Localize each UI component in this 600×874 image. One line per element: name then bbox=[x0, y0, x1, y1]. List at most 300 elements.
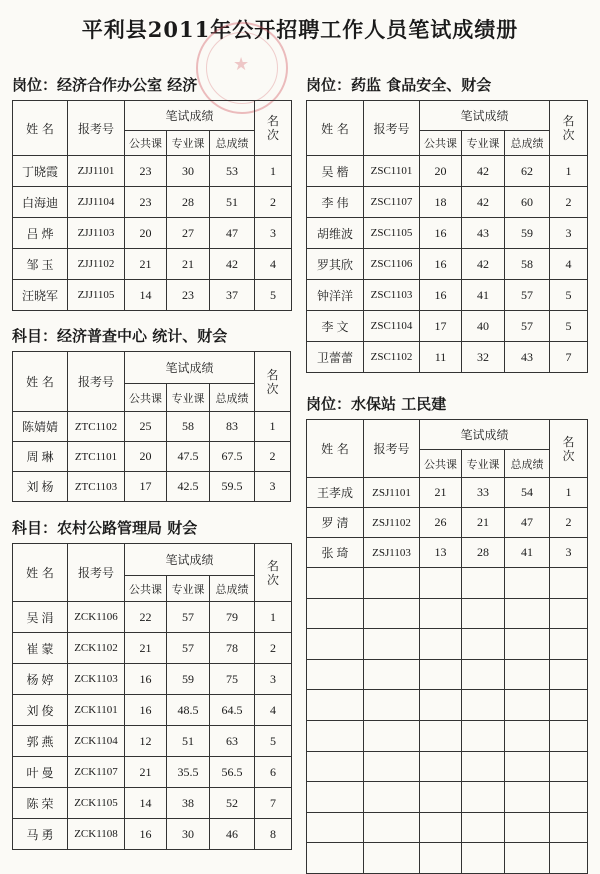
public-score-cell: 21 bbox=[125, 757, 167, 788]
score-table bbox=[306, 419, 588, 874]
rank-cell: 2 bbox=[255, 442, 291, 472]
rank-cell: 7 bbox=[550, 342, 588, 373]
rank-cell: 7 bbox=[255, 788, 292, 819]
empty-cell bbox=[307, 720, 364, 751]
public-score-cell: 17 bbox=[420, 311, 462, 342]
major-score-cell: 51 bbox=[167, 726, 210, 757]
total-score-cell: 43 bbox=[505, 342, 550, 373]
empty-cell bbox=[307, 843, 364, 874]
major-score-cell: 30 bbox=[167, 819, 210, 850]
header-name: 姓 名 bbox=[13, 544, 68, 602]
major-score-cell: 42 bbox=[462, 249, 505, 280]
page-title: 平利县2011年公开招聘工作人员笔试成绩册 bbox=[81, 17, 519, 42]
empty-cell bbox=[550, 690, 588, 721]
table-row bbox=[307, 280, 588, 311]
name-cell: 钟洋洋 bbox=[307, 280, 364, 311]
empty-cell bbox=[364, 812, 420, 843]
total-score-cell: 79 bbox=[210, 602, 255, 633]
empty-cell bbox=[420, 690, 462, 721]
table-row bbox=[307, 218, 588, 249]
empty-cell bbox=[420, 720, 462, 751]
public-score-cell: 16 bbox=[420, 249, 462, 280]
exam-no-cell: ZCK1105 bbox=[68, 788, 125, 819]
header-rank: 名次 bbox=[550, 101, 588, 156]
major-score-cell: 28 bbox=[462, 538, 505, 568]
major-score-cell: 47.5 bbox=[167, 442, 210, 472]
table-row bbox=[307, 156, 588, 187]
total-score-cell: 64.5 bbox=[210, 695, 255, 726]
empty-cell bbox=[364, 568, 420, 599]
header-exam-no: 报考号 bbox=[68, 352, 125, 412]
empty-cell bbox=[462, 720, 505, 751]
total-score-cell: 42 bbox=[210, 249, 255, 280]
table-row bbox=[13, 472, 291, 502]
empty-cell bbox=[550, 751, 588, 782]
table-row bbox=[13, 633, 292, 664]
public-score-cell: 16 bbox=[125, 695, 167, 726]
empty-cell bbox=[505, 629, 550, 660]
major-score-cell: 59 bbox=[167, 664, 210, 695]
total-score-cell: 54 bbox=[505, 478, 550, 508]
exam-no-cell: ZCK1106 bbox=[68, 602, 125, 633]
public-score-cell: 14 bbox=[125, 788, 167, 819]
major-score-cell: 35.5 bbox=[167, 757, 210, 788]
public-score-cell: 20 bbox=[125, 218, 167, 249]
exam-no-cell: ZSJ1101 bbox=[364, 478, 420, 508]
empty-cell bbox=[307, 568, 364, 599]
empty-cell bbox=[505, 782, 550, 813]
header-rank: 名次 bbox=[255, 544, 292, 602]
exam-no-cell: ZSC1105 bbox=[364, 218, 420, 249]
name-cell: 张 琦 bbox=[307, 538, 364, 568]
empty-cell bbox=[505, 690, 550, 721]
major-score-cell: 30 bbox=[167, 156, 210, 187]
exam-no-cell: ZCK1104 bbox=[68, 726, 125, 757]
rank-cell: 5 bbox=[255, 726, 292, 757]
empty-cell bbox=[505, 720, 550, 751]
header-major: 专业课 bbox=[462, 450, 505, 478]
empty-cell bbox=[420, 659, 462, 690]
empty-row bbox=[307, 568, 588, 599]
table-row bbox=[13, 788, 292, 819]
section-heading: 科目：农村公路管理局 财会 bbox=[12, 519, 198, 537]
empty-cell bbox=[550, 568, 588, 599]
header-major: 专业课 bbox=[167, 576, 210, 602]
header-major: 专业课 bbox=[167, 384, 210, 412]
total-score-cell: 60 bbox=[505, 187, 550, 218]
total-score-cell: 57 bbox=[505, 311, 550, 342]
empty-cell bbox=[364, 629, 420, 660]
table-row bbox=[13, 819, 292, 850]
name-cell: 王孝成 bbox=[307, 478, 364, 508]
name-cell: 吴 涓 bbox=[13, 602, 68, 633]
rank-cell: 2 bbox=[255, 187, 292, 218]
public-score-cell: 17 bbox=[125, 472, 167, 502]
empty-row bbox=[307, 843, 588, 874]
major-score-cell: 21 bbox=[167, 249, 210, 280]
empty-cell bbox=[364, 782, 420, 813]
empty-cell bbox=[462, 690, 505, 721]
public-score-cell: 14 bbox=[125, 280, 167, 311]
table-row bbox=[13, 280, 292, 311]
header-written-score: 笔试成绩 bbox=[125, 101, 255, 131]
header-major: 专业课 bbox=[167, 131, 210, 156]
empty-cell bbox=[307, 659, 364, 690]
empty-cell bbox=[550, 812, 588, 843]
empty-cell bbox=[462, 659, 505, 690]
rank-cell: 4 bbox=[550, 249, 588, 280]
empty-cell bbox=[550, 843, 588, 874]
major-score-cell: 23 bbox=[167, 280, 210, 311]
public-score-cell: 16 bbox=[125, 819, 167, 850]
public-score-cell: 26 bbox=[420, 508, 462, 538]
major-score-cell: 33 bbox=[462, 478, 505, 508]
empty-cell bbox=[550, 782, 588, 813]
header-rank: 名次 bbox=[255, 352, 291, 412]
total-score-cell: 75 bbox=[210, 664, 255, 695]
empty-cell bbox=[307, 782, 364, 813]
exam-no-cell: ZSJ1103 bbox=[364, 538, 420, 568]
header-exam-no: 报考号 bbox=[68, 544, 125, 602]
table-row bbox=[13, 726, 292, 757]
total-score-cell: 51 bbox=[210, 187, 255, 218]
table-row bbox=[307, 249, 588, 280]
section-heading: 岗位：经济合作办公室 经济 bbox=[12, 76, 198, 94]
table-row bbox=[13, 187, 292, 218]
public-score-cell: 22 bbox=[125, 602, 167, 633]
exam-no-cell: ZSC1101 bbox=[364, 156, 420, 187]
public-score-cell: 13 bbox=[420, 538, 462, 568]
name-cell: 吕 烨 bbox=[13, 218, 68, 249]
major-score-cell: 27 bbox=[167, 218, 210, 249]
exam-no-cell: ZCK1108 bbox=[68, 819, 125, 850]
rank-cell: 1 bbox=[255, 156, 292, 187]
major-score-cell: 32 bbox=[462, 342, 505, 373]
empty-row bbox=[307, 659, 588, 690]
name-cell: 李 伟 bbox=[307, 187, 364, 218]
empty-cell bbox=[550, 629, 588, 660]
header-written-score: 笔试成绩 bbox=[125, 544, 255, 576]
name-cell: 罗 清 bbox=[307, 508, 364, 538]
rank-cell: 1 bbox=[550, 156, 588, 187]
rank-cell: 3 bbox=[255, 664, 292, 695]
table-row bbox=[307, 538, 588, 568]
rank-cell: 4 bbox=[255, 249, 292, 280]
table-row bbox=[307, 478, 588, 508]
major-score-cell: 57 bbox=[167, 602, 210, 633]
public-score-cell: 21 bbox=[125, 249, 167, 280]
table-row bbox=[13, 412, 291, 442]
empty-cell bbox=[420, 568, 462, 599]
total-score-cell: 59.5 bbox=[210, 472, 255, 502]
header-name: 姓 名 bbox=[13, 101, 68, 156]
total-score-cell: 58 bbox=[505, 249, 550, 280]
header-public: 公共课 bbox=[125, 384, 167, 412]
name-cell: 郭 燕 bbox=[13, 726, 68, 757]
empty-cell bbox=[462, 812, 505, 843]
empty-cell bbox=[505, 598, 550, 629]
score-table bbox=[12, 100, 292, 311]
score-table bbox=[306, 100, 588, 373]
empty-row bbox=[307, 720, 588, 751]
table-row bbox=[13, 156, 292, 187]
major-score-cell: 48.5 bbox=[167, 695, 210, 726]
public-score-cell: 23 bbox=[125, 187, 167, 218]
name-cell: 陈婧婧 bbox=[13, 412, 68, 442]
name-cell: 崔 蒙 bbox=[13, 633, 68, 664]
header-exam-no: 报考号 bbox=[364, 101, 420, 156]
empty-cell bbox=[364, 843, 420, 874]
major-score-cell: 57 bbox=[167, 633, 210, 664]
header-name: 姓 名 bbox=[307, 101, 364, 156]
table-row bbox=[13, 218, 292, 249]
empty-row bbox=[307, 598, 588, 629]
public-score-cell: 25 bbox=[125, 412, 167, 442]
empty-cell bbox=[550, 598, 588, 629]
rank-cell: 2 bbox=[255, 633, 292, 664]
rank-cell: 6 bbox=[255, 757, 292, 788]
exam-no-cell: ZSC1104 bbox=[364, 311, 420, 342]
table-row bbox=[13, 442, 291, 472]
empty-cell bbox=[505, 659, 550, 690]
table-row bbox=[13, 757, 292, 788]
empty-cell bbox=[364, 720, 420, 751]
exam-no-cell: ZSC1106 bbox=[364, 249, 420, 280]
empty-cell bbox=[462, 843, 505, 874]
header-total: 总成绩 bbox=[210, 384, 255, 412]
public-score-cell: 21 bbox=[125, 633, 167, 664]
total-score-cell: 41 bbox=[505, 538, 550, 568]
section-heading: 岗位：水保站 工民建 bbox=[306, 395, 447, 413]
exam-no-cell: ZSC1103 bbox=[364, 280, 420, 311]
total-score-cell: 78 bbox=[210, 633, 255, 664]
exam-no-cell: ZJJ1105 bbox=[68, 280, 125, 311]
name-cell: 李 文 bbox=[307, 311, 364, 342]
empty-row bbox=[307, 629, 588, 660]
header-exam-no: 报考号 bbox=[364, 420, 420, 478]
total-score-cell: 83 bbox=[210, 412, 255, 442]
major-score-cell: 41 bbox=[462, 280, 505, 311]
empty-cell bbox=[420, 843, 462, 874]
exam-no-cell: ZSC1102 bbox=[364, 342, 420, 373]
exam-no-cell: ZTC1103 bbox=[68, 472, 125, 502]
name-cell: 罗其欣 bbox=[307, 249, 364, 280]
exam-no-cell: ZCK1103 bbox=[68, 664, 125, 695]
major-score-cell: 42.5 bbox=[167, 472, 210, 502]
table-row bbox=[13, 249, 292, 280]
major-score-cell: 21 bbox=[462, 508, 505, 538]
total-score-cell: 59 bbox=[505, 218, 550, 249]
major-score-cell: 28 bbox=[167, 187, 210, 218]
empty-cell bbox=[420, 782, 462, 813]
empty-cell bbox=[505, 751, 550, 782]
section-economic-cooperation bbox=[12, 74, 292, 311]
empty-cell bbox=[462, 598, 505, 629]
rank-cell: 1 bbox=[255, 602, 292, 633]
exam-no-cell: ZCK1101 bbox=[68, 695, 125, 726]
section-drug-supervision bbox=[306, 74, 588, 373]
public-score-cell: 16 bbox=[125, 664, 167, 695]
header-total: 总成绩 bbox=[210, 131, 255, 156]
public-score-cell: 20 bbox=[125, 442, 167, 472]
header-total: 总成绩 bbox=[505, 131, 550, 156]
empty-cell bbox=[420, 812, 462, 843]
empty-cell bbox=[420, 598, 462, 629]
exam-no-cell: ZSJ1102 bbox=[364, 508, 420, 538]
name-cell: 陈 荣 bbox=[13, 788, 68, 819]
empty-cell bbox=[307, 812, 364, 843]
header-total: 总成绩 bbox=[210, 576, 255, 602]
public-score-cell: 16 bbox=[420, 280, 462, 311]
header-public: 公共课 bbox=[420, 450, 462, 478]
total-score-cell: 67.5 bbox=[210, 442, 255, 472]
exam-no-cell: ZJJ1101 bbox=[68, 156, 125, 187]
empty-cell bbox=[364, 598, 420, 629]
section-rural-road-bureau bbox=[12, 517, 292, 850]
exam-no-cell: ZTC1102 bbox=[68, 412, 125, 442]
total-score-cell: 57 bbox=[505, 280, 550, 311]
rank-cell: 1 bbox=[550, 478, 588, 508]
exam-no-cell: ZJJ1103 bbox=[68, 218, 125, 249]
empty-cell bbox=[307, 629, 364, 660]
total-score-cell: 53 bbox=[210, 156, 255, 187]
table-row bbox=[13, 602, 292, 633]
table-row bbox=[307, 342, 588, 373]
section-heading: 科目：经济普查中心 统计、财会 bbox=[12, 327, 228, 345]
header-name: 姓 名 bbox=[307, 420, 364, 478]
header-rank: 名次 bbox=[550, 420, 588, 478]
name-cell: 胡维波 bbox=[307, 218, 364, 249]
public-score-cell: 18 bbox=[420, 187, 462, 218]
empty-cell bbox=[462, 629, 505, 660]
table-row bbox=[13, 664, 292, 695]
rank-cell: 3 bbox=[255, 472, 291, 502]
header-rank: 名次 bbox=[255, 101, 292, 156]
rank-cell: 8 bbox=[255, 819, 292, 850]
empty-cell bbox=[307, 598, 364, 629]
seal-star-icon: ★ bbox=[233, 54, 250, 75]
empty-cell bbox=[550, 659, 588, 690]
section-heading: 岗位：药监 食品安全、财会 bbox=[306, 76, 492, 94]
header-written-score: 笔试成绩 bbox=[125, 352, 255, 384]
name-cell: 刘 杨 bbox=[13, 472, 68, 502]
empty-row bbox=[307, 812, 588, 843]
header-public: 公共课 bbox=[420, 131, 462, 156]
score-table bbox=[12, 543, 292, 850]
rank-cell: 5 bbox=[255, 280, 292, 311]
header-name: 姓 名 bbox=[13, 352, 68, 412]
empty-cell bbox=[364, 659, 420, 690]
major-score-cell: 58 bbox=[167, 412, 210, 442]
header-exam-no: 报考号 bbox=[68, 101, 125, 156]
name-cell: 吴 楷 bbox=[307, 156, 364, 187]
name-cell: 杨 婷 bbox=[13, 664, 68, 695]
name-cell: 刘 俊 bbox=[13, 695, 68, 726]
empty-cell bbox=[505, 812, 550, 843]
exam-no-cell: ZJJ1104 bbox=[68, 187, 125, 218]
total-score-cell: 47 bbox=[505, 508, 550, 538]
empty-cell bbox=[307, 751, 364, 782]
empty-cell bbox=[550, 720, 588, 751]
exam-no-cell: ZSC1107 bbox=[364, 187, 420, 218]
exam-no-cell: ZCK1102 bbox=[68, 633, 125, 664]
total-score-cell: 37 bbox=[210, 280, 255, 311]
name-cell: 卫蕾蕾 bbox=[307, 342, 364, 373]
exam-no-cell: ZCK1107 bbox=[68, 757, 125, 788]
empty-cell bbox=[307, 690, 364, 721]
exam-no-cell: ZJJ1102 bbox=[68, 249, 125, 280]
total-score-cell: 52 bbox=[210, 788, 255, 819]
header-public: 公共课 bbox=[125, 576, 167, 602]
name-cell: 白海迪 bbox=[13, 187, 68, 218]
total-score-cell: 46 bbox=[210, 819, 255, 850]
table-row bbox=[307, 508, 588, 538]
major-score-cell: 40 bbox=[462, 311, 505, 342]
rank-cell: 3 bbox=[550, 538, 588, 568]
empty-cell bbox=[505, 568, 550, 599]
public-score-cell: 21 bbox=[420, 478, 462, 508]
total-score-cell: 47 bbox=[210, 218, 255, 249]
rank-cell: 2 bbox=[550, 187, 588, 218]
name-cell: 汪晓军 bbox=[13, 280, 68, 311]
table-row bbox=[13, 695, 292, 726]
public-score-cell: 12 bbox=[125, 726, 167, 757]
empty-cell bbox=[364, 690, 420, 721]
header-public: 公共课 bbox=[125, 131, 167, 156]
name-cell: 周 琳 bbox=[13, 442, 68, 472]
major-score-cell: 38 bbox=[167, 788, 210, 819]
rank-cell: 1 bbox=[255, 412, 291, 442]
header-total: 总成绩 bbox=[505, 450, 550, 478]
empty-cell bbox=[462, 751, 505, 782]
rank-cell: 5 bbox=[550, 311, 588, 342]
header-written-score: 笔试成绩 bbox=[420, 420, 550, 450]
empty-cell bbox=[462, 568, 505, 599]
empty-row bbox=[307, 782, 588, 813]
major-score-cell: 42 bbox=[462, 187, 505, 218]
major-score-cell: 42 bbox=[462, 156, 505, 187]
public-score-cell: 11 bbox=[420, 342, 462, 373]
name-cell: 马 勇 bbox=[13, 819, 68, 850]
rank-cell: 5 bbox=[550, 280, 588, 311]
exam-no-cell: ZTC1101 bbox=[68, 442, 125, 472]
name-cell: 丁晓霞 bbox=[13, 156, 68, 187]
table-row bbox=[307, 187, 588, 218]
name-cell: 邹 玉 bbox=[13, 249, 68, 280]
total-score-cell: 62 bbox=[505, 156, 550, 187]
empty-cell bbox=[420, 629, 462, 660]
public-score-cell: 16 bbox=[420, 218, 462, 249]
name-cell: 叶 曼 bbox=[13, 757, 68, 788]
rank-cell: 3 bbox=[255, 218, 292, 249]
empty-row bbox=[307, 690, 588, 721]
header-written-score: 笔试成绩 bbox=[420, 101, 550, 131]
major-score-cell: 43 bbox=[462, 218, 505, 249]
section-water-conservation bbox=[306, 393, 588, 874]
table-row bbox=[307, 311, 588, 342]
empty-cell bbox=[420, 751, 462, 782]
rank-cell: 4 bbox=[255, 695, 292, 726]
rank-cell: 3 bbox=[550, 218, 588, 249]
public-score-cell: 20 bbox=[420, 156, 462, 187]
empty-cell bbox=[364, 751, 420, 782]
rank-cell: 2 bbox=[550, 508, 588, 538]
empty-cell bbox=[505, 843, 550, 874]
score-table bbox=[12, 351, 291, 502]
total-score-cell: 63 bbox=[210, 726, 255, 757]
header-major: 专业课 bbox=[462, 131, 505, 156]
public-score-cell: 23 bbox=[125, 156, 167, 187]
